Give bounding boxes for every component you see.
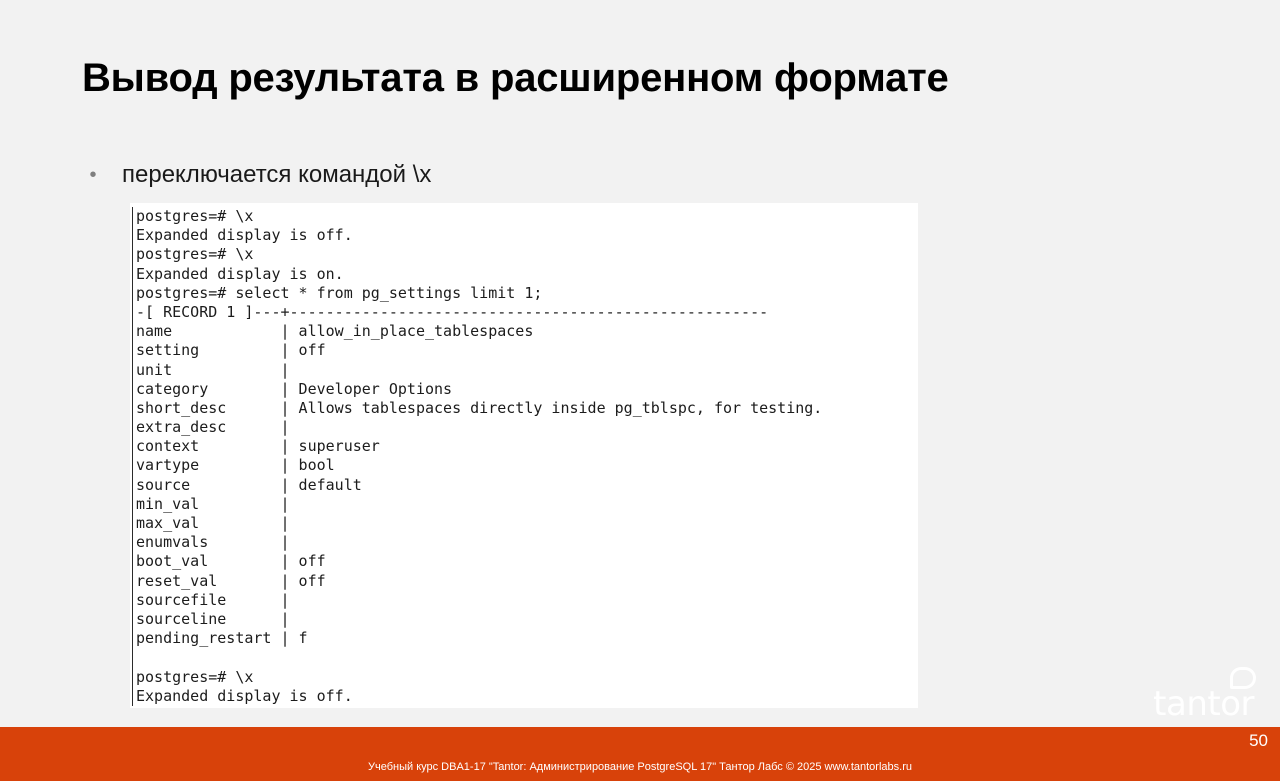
terminal-line [132,648,918,667]
terminal-line: context | superuser [132,437,918,456]
terminal-line: pending_restart | f [132,629,918,648]
terminal-line: Expanded display is off. [132,687,918,706]
terminal-line: category | Developer Options [132,380,918,399]
terminal-line: postgres=# select * from pg_settings limit 1; [132,284,918,303]
bullet-marker: • [89,164,97,186]
terminal-line: sourceline | [132,610,918,629]
terminal-line: extra_desc | [132,418,918,437]
bullet-label: переключается командой \x [122,161,432,188]
terminal-line: -[ RECORD 1 ]---+----------------------------------------------------- [132,303,918,322]
terminal-line: enumvals | [132,533,918,552]
terminal-line: name | allow_in_place_tablespaces [132,322,918,341]
terminal-line: postgres=# \x [132,207,918,226]
terminal-line: source | default [132,476,918,495]
terminal-line: setting | off [132,341,918,360]
brand-logo-text: tantor [1153,684,1254,724]
terminal-line: postgres=# \x [132,245,918,264]
terminal-line: postgres=# \x [132,668,918,687]
terminal-line: reset_val | off [132,572,918,591]
terminal-output [130,203,918,708]
footer-credit: Учебный курс DBA1-17 "Tantor: Администрирование PostgreSQL 17" Тантор Лабс © 2025 www.tantorlabs.ru [368,761,912,773]
brand-logo [1153,684,1254,724]
footer-bar [0,727,1280,781]
bullet-item [86,158,431,192]
terminal-line: vartype | bool [132,456,918,475]
terminal-line: Expanded display is off. [132,226,918,245]
terminal-line: boot_val | off [132,552,918,571]
terminal-line: max_val | [132,514,918,533]
page-title: Вывод результата в расширенном формате [82,56,949,100]
terminal-line: min_val | [132,495,918,514]
page-number: 50 [1249,731,1268,750]
terminal-line: Expanded display is on. [132,265,918,284]
terminal-line: short_desc | Allows tablespaces directly inside pg_tblspc, for testing. [132,399,918,418]
terminal-line: sourcefile | [132,591,918,610]
terminal-line: unit | [132,361,918,380]
